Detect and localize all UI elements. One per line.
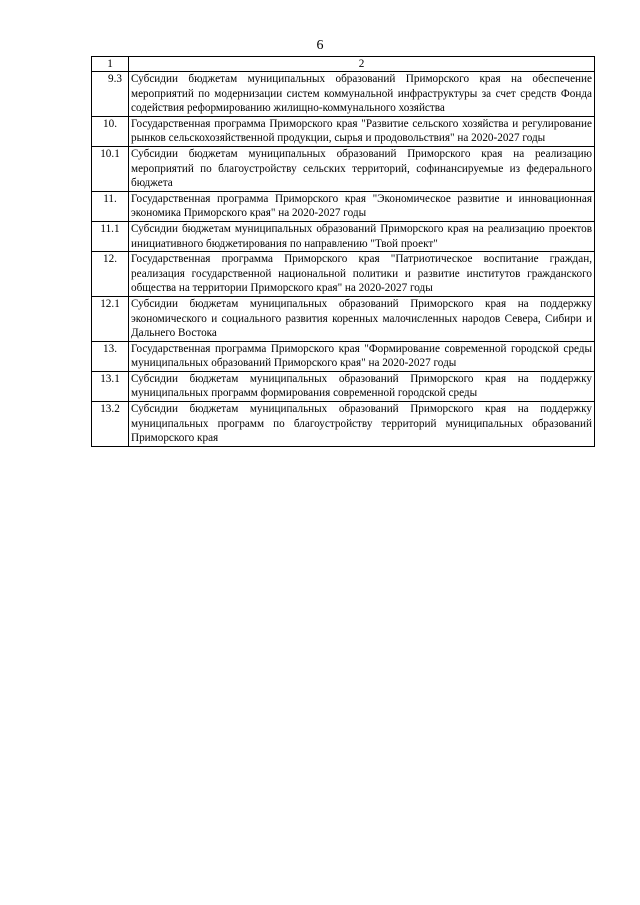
- row-text: Государственная программа Приморского края "Экономическое развитие и инновационная экономика Приморского края" на 2020-2027 годы: [129, 191, 595, 221]
- table-row: [92, 72, 595, 117]
- row-number: 12.1: [92, 296, 129, 341]
- table-row: [92, 402, 595, 447]
- row-text: Субсидии бюджетам муниципальных образований Приморского края на реализацию мероприятий по благоустройству сельских территорий, софинансируемые из федерального бюджета: [129, 146, 595, 191]
- header-cell-text: 2: [129, 57, 595, 72]
- table-row: [92, 221, 595, 251]
- header-cell-number: 1: [92, 57, 129, 72]
- table-row: [92, 191, 595, 221]
- row-text: Субсидии бюджетам муниципальных образований Приморского края на поддержку муниципальных программ формирования современной городской среды: [129, 371, 595, 401]
- row-text: Субсидии бюджетам муниципальных образований Приморского края на поддержку муниципальных программ по благоустройству территорий муниципальных образований Приморского края: [129, 402, 595, 447]
- table-header-row: [92, 57, 595, 72]
- row-text: Субсидии бюджетам муниципальных образований Приморского края на обеспечение мероприятий по модернизации систем коммунальной инфраструктуры за счет средств Фонда содействия реформированию жилищно-коммунального хозяйства: [129, 72, 595, 117]
- table-row: [92, 371, 595, 401]
- row-text: Государственная программа Приморского края "Формирование современной городской среды муниципальных образований Приморского края" на 2020-2027 годы: [129, 341, 595, 371]
- table-row: [92, 341, 595, 371]
- row-number: 10.: [92, 116, 129, 146]
- row-number: 9.3: [92, 72, 129, 117]
- row-number: 11.1: [92, 221, 129, 251]
- row-text: Субсидии бюджетам муниципальных образований Приморского края на реализацию проектов инициативного бюджетирования по направлению "Твой проект": [129, 221, 595, 251]
- row-number: 13.1: [92, 371, 129, 401]
- row-text: Субсидии бюджетам муниципальных образований Приморского края на поддержку экономического и социального развития коренных малочисленных народов Севера, Сибири и Дальнего Востока: [129, 296, 595, 341]
- table-row: [92, 252, 595, 297]
- row-number: 13.2: [92, 402, 129, 447]
- row-number: 11.: [92, 191, 129, 221]
- row-text: Государственная программа Приморского края "Патриотическое воспитание граждан, реализация государственной национальной политики и развитие институтов гражданского общества на территории Приморского края" на 2020-2027 годы: [129, 252, 595, 297]
- page-number: 6: [316, 38, 324, 53]
- row-text: Государственная программа Приморского края "Развитие сельского хозяйства и регулирование рынков сельскохозяйственной продукции, сырья и продовольствия" на 2020-2027 годы: [129, 116, 595, 146]
- table-row: [92, 116, 595, 146]
- table-row: [92, 146, 595, 191]
- row-number: 12.: [92, 252, 129, 297]
- row-number: 10.1: [92, 146, 129, 191]
- row-number: 13.: [92, 341, 129, 371]
- subsidies-table: [91, 56, 595, 447]
- table-row: [92, 296, 595, 341]
